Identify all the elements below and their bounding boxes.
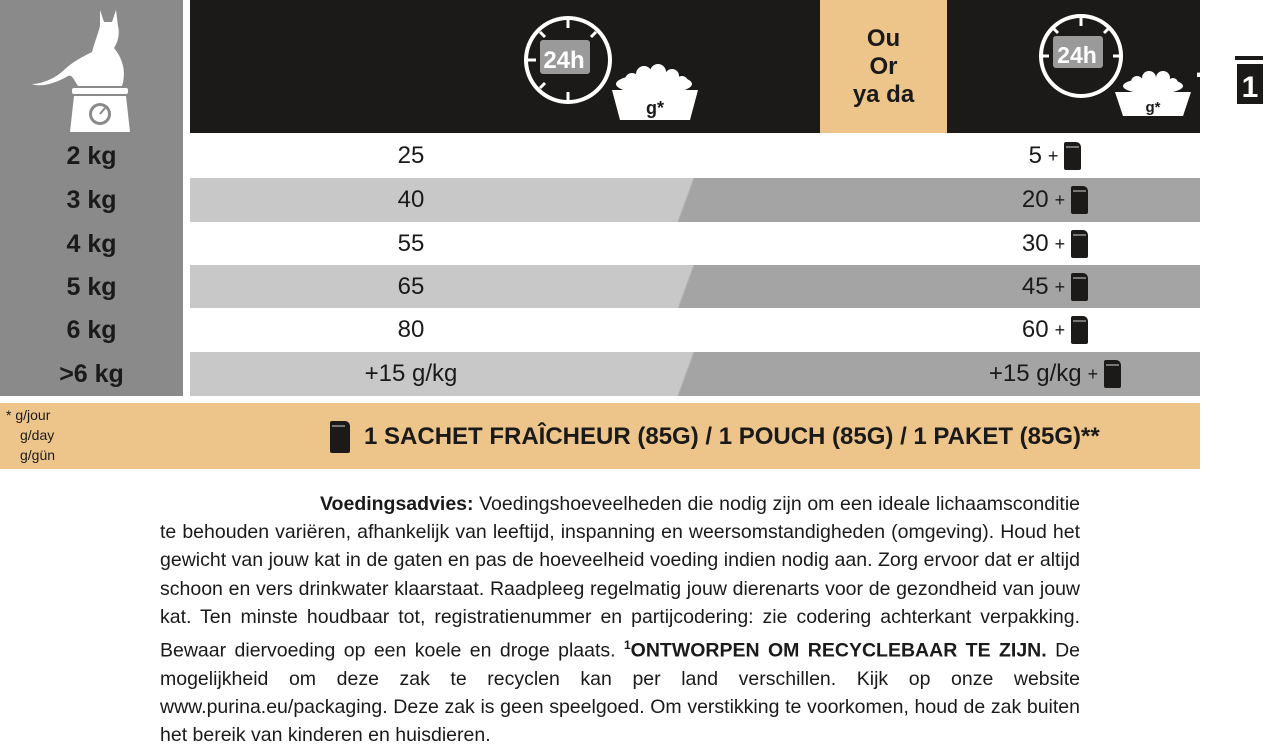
advice-lead: Voedingshoeveelheden die nodig zijn om een ideale lichaamsconditie [473,493,1080,515]
sachet-text: 1 SACHET FRAÎCHEUR (85G) / 1 POUCH (85G) / 1 PAKET (85G)** [364,423,1100,450]
mixed-amount: +15 g/kg [988,360,1082,387]
dry-amount: 55 [397,230,425,257]
plus-sign: + [1054,319,1066,340]
pouch-icon [330,421,350,453]
pouch-icon [1064,142,1081,170]
mixed-amount: 60 [1021,316,1049,343]
pouch-icon [1071,316,1088,344]
table-row [190,308,1200,352]
mixed-amount-cell [890,178,1220,222]
weight-column [0,0,183,396]
weight-label: 3 kg [66,185,117,214]
pouch-icon [1071,273,1088,301]
table-row [190,222,1200,266]
hours-label: 24h [543,47,585,74]
plus-label: + [1195,53,1219,97]
table-row [190,178,1200,222]
grams-label: g* [1145,99,1161,116]
grams-label: g* [646,98,664,118]
weight-label: >6 kg [59,359,124,388]
mixed-amount-cell [890,134,1220,178]
plus-sign: + [1054,189,1066,210]
table-row [190,134,1200,178]
sachet-line [330,418,1100,456]
table-row [190,352,1200,396]
weight-label: 4 kg [66,229,117,258]
recycle-footnote-mark: 1 [623,638,631,653]
table-header [190,0,1259,133]
pouch-count: 1 [1241,71,1259,104]
dry-food-24h-icon [520,8,720,128]
or-word: Ou [866,24,901,52]
dry-amount: 65 [397,273,425,300]
weight-label: 5 kg [66,272,117,301]
advice-body-continued: De mogelijkheid om deze zak te recyclen kan per land verschillen. Kijk op onze website www.purina.eu/packaging. Deze zak is geen speelgoed. Om verstikking te voorkomen, houd de zak buiten het bereik van kinderen en huisdieren. [160,639,1080,747]
mixed-amount-cell [890,265,1220,309]
mixed-amount: 5 [1028,142,1042,169]
mixed-amount: 45 [1021,273,1049,300]
dry-amount: 40 [397,186,425,213]
mixed-feeding-24h-icon [1035,8,1285,128]
weight-label: 6 kg [66,315,117,344]
mixed-amount-cell [890,308,1220,352]
or-separator [820,0,947,133]
mixed-amount: 30 [1021,230,1049,257]
pouch-icon [1071,230,1088,258]
plus-sign: + [1087,363,1099,384]
dry-amount: 25 [397,142,425,169]
dry-amount: 80 [397,316,425,343]
gram-note: * g/jour [6,407,51,423]
pouch-icon [1104,360,1121,388]
mixed-amount-cell [890,352,1220,396]
plus-sign: + [1054,276,1066,297]
cat-on-scale-icon [28,4,158,134]
gram-note: g/gün [20,447,56,463]
table-row [190,265,1200,309]
gram-note: g/day [20,427,55,443]
pouch-icon [1071,186,1088,214]
hours-label: 24h [1057,42,1097,68]
gram-notes [6,405,86,465]
or-word: ya da [852,80,915,108]
recycle-statement: ONTWORPEN OM RECYCLEBAAR TE ZIJN. [630,639,1047,662]
mixed-amount-cell [890,222,1220,266]
weight-label: 2 kg [66,141,117,170]
advice-heading: Voedingsadvies: [320,493,474,515]
feeding-advice [160,490,1080,749]
mixed-amount: 20 [1021,186,1049,213]
advice-body: te behouden variëren, afhankelijk van leeftijd, inspanning en weersomstandigheden (omgeving). Houd het gewicht van jouw kat in de gaten en pas de hoeveelheid voeding indien nodig aan. Zorg ervoor dat er altijd schoon en vers drinkwater klaarstaat. Raadpleeg regelmatig jouw dierenarts voor de gezondheid van jouw kat. Ten minste houdbaar tot, registratienummer en partijcodering: zie codering achterkant verpakking. Bewaar diervoeding op een koele en droge plaats. [160,521,1080,662]
plus-sign: + [1054,233,1066,254]
plus-sign: + [1047,145,1059,166]
or-word: Or [869,52,898,80]
dry-amount: +15 g/kg [364,360,458,387]
